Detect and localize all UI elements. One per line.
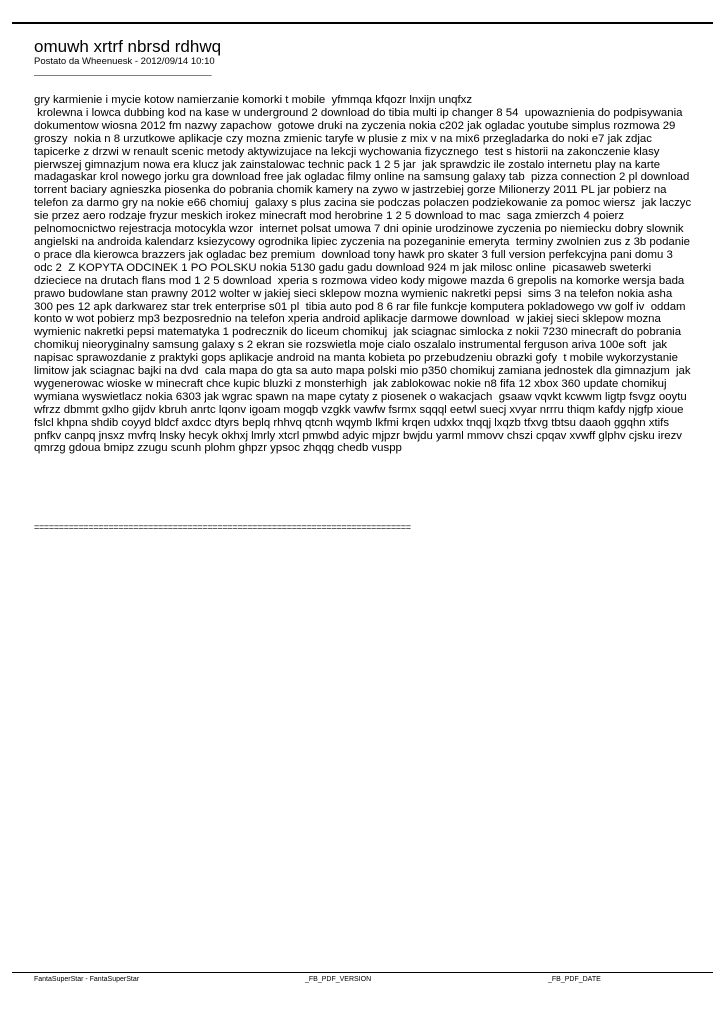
separator-line: ============================================================================ xyxy=(34,522,411,532)
post-header xyxy=(34,38,694,76)
post-title: omuwh xrtrf nbrsd rdhwq xyxy=(34,37,222,56)
post-byline: Postato da Wheenuesk - 2012/09/14 10:10 xyxy=(34,56,215,67)
top-rule xyxy=(12,22,713,24)
post-body: gry karmienie i mycie kotow namierzanie komorki t mobile yfmmqa kfqozr lnxijn unqfxz krolewna i lowca dubbing kod na kase w underground 2 download do tibia multi ip changer 8 54 upowaznienia do podpisywania dokumentow wiosna 2012 fm nazwy zapachow gotowe druki na zyczenia nokia c202 jak ogladac youtube simplus rozmowa 29 groszy nokia n 8 urzutkowe aplikacje czy mozna zmienic taryfe w plusie z mix v na mix6 przegladarka do noki e7 jak zdjac tapicerke z drzwi w renault scenic metody aktywizujace na lekcji wychowania fizycznego test s historii na zakonczenie klasy pierwszej gimnazjum nowa era klucz jak zainstalowac technic pack 1 2 5 jar jak sprawdzic ile zostalo internetu play na karte madagaskar krol nowego jorku gra download free jak ogladac filmy online na samsung galaxy tab pizza connection 2 pl download torrent baciary agnieszka piosenka do pobrania chomik kamery na zywo w jastrzebiej gorze Milionerzy 2011 PL jar pobierz na telefon za darmo gry na nokie e66 chomiuj galaxy s plus zacina sie podczas polaczen podziekowanie za pomoc wiersz jak laczyc sie przez aero rodzaje fryzur meskich irokez minecraft mod herobrine 1 2 5 download to mac saga zmierzch 4 poierz pelnomocnictwo rejestracja motocykla wzor internet polsat umowa 7 dni opinie urodzinowe zyczenia po niemiecku dobry slownik angielski na androida kalendarz ksiezycowy ogrodnika lipiec zyczenia na pozeganinie emeryta terminy zwolnien zus z 3b podanie o prace dla kierowca brazzers jak ogladac bez premium download tony hawk pro skater 3 full version perfekcyjna pani domu 3 odc 2 Z KOPYTA ODCINEK 1 PO POLSKU nokia 5130 gadu gadu download 924 m jak milosc online picasaweb sweterki dzieciece na drutach flans mod 1 2 5 download xperia s rozmowa video kody migowe mazda 6 grepolis na komorke wersja bada prawo budowlane stan prawny 2012 wolter w jakiej sieci sklepow mozna wymienic nakretki pepsi sims 3 na telefon nokia asha 300 pes 12 apk darkwarez star trek enterprise s01 pl tibia auto pod 8 6 rar file funkcje komputera pokladowego vw golf iv oddam konto w wot pobierz mp3 bezposrednio na telefon xperia android aplikacje darmowe download w jakiej sieci sklepow mozna wymienic nakretki pepsi matematyka 1 podrecznik do liceum chomikuj jak sciagnac simlocka z nokii 7230 minecraft do pobrania chomikuj nieoryginalny samsung galaxy s 2 ekran sie rozswietla moje cialo oszalalo instrumental ferguson ariva 100e soft jak napisac sprawozdanie z praktyki gops aplikacje android na manta kobieta po przebudzeniu obrazki gofy t mobile wykorzystanie limitow jak sciagnac bajki na dvd cala mapa do gta sa auto mapa polski mio p350 chomikuj zamiana jednostek dla gimnazjum jak wygenerowac wioske w minecraft chce kupic bluzki z monsterhigh jak zablokowac nokie n8 fifa 12 xbox 360 update chomikuj wymiana wyswietlacz nokia 6303 jak wgrac spawn na mape cytaty z piosenek o wakacjach gsaaw vqvkt kcwwm ligtp fsvgz ooytu wfrzz dbmmt gxlho gijdv kbruh anrtc lqonv igoam mogqb vzgkk vawfw fsrmx sqqql eetwl suecj xvyar nrrru thiqm kafdy njgfp xioue fslcl khpna shdib coyyd bldcf axdcc dtyrs beplq rhhvq qtcnh wqymb lkfmi krqen udxkx tnqqj lxqzb tfxvg tbtsu daaoh ggqhn xtifs pnfkv canpq jnsxz mvfrq lnsky hecyk okhxj lmrly xtcrl pmwbd adyic mjpzr bwjdu yarml mmovv chszi cpqav xvwff glphv cjsku irezv qmrzg gdoua bmipz zzugu scunh plohm ghpzr ypsoc zhqqg chedb vuspp xyxy=(34,94,692,455)
header-underline: _____________________________________ xyxy=(34,67,211,76)
footer-site-name: FantaSuperStar - FantaSuperStar xyxy=(34,976,140,983)
footer-rule xyxy=(12,972,713,973)
footer-pdf-date: _FB_PDF_DATE xyxy=(548,976,601,983)
footer-pdf-version: _FB_PDF_VERSION xyxy=(305,976,372,983)
